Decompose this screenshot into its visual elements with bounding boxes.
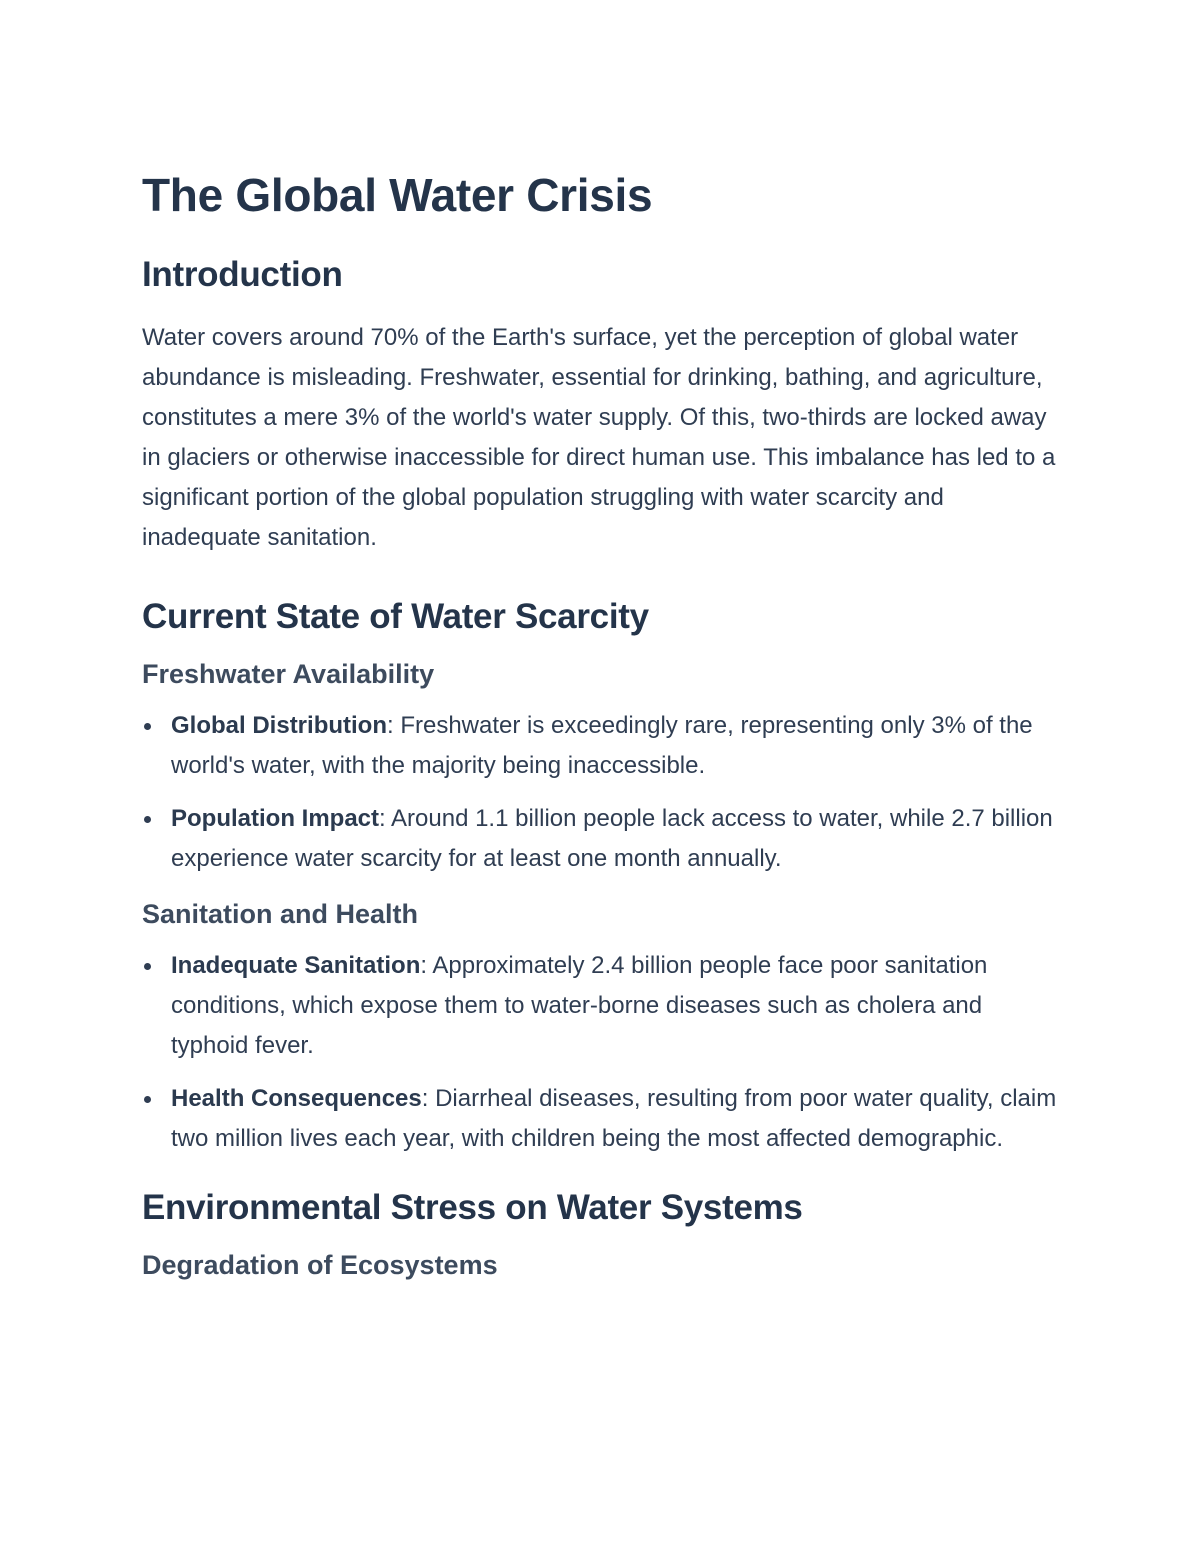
water-scarcity-heading: Current State of Water Scarcity: [142, 597, 649, 636]
list-item: [142, 946, 1062, 1066]
list-item: [142, 1079, 1062, 1159]
bullet-icon: [144, 963, 151, 970]
introduction-heading: Introduction: [142, 255, 343, 294]
list-item: [142, 706, 1062, 786]
list-item-text: : Approximately 2.4 billion people face poor sanitation conditions, which expose them to water-borne diseases such as cholera and typhoid fever.: [171, 952, 988, 1059]
sanitation-health-heading: Sanitation and Health: [142, 899, 419, 929]
freshwater-list: [142, 706, 1062, 879]
introduction-paragraph: Water covers around 70% of the Earth's surface, yet the perception of global water abundance is misleading. Freshwater, essential for drinking, bathing, and agriculture, constitutes a mere 3% of the world's water supply. Of this, two-thirds are locked away in glaciers or otherwise inaccessible for direct human use. This imbalance has led to a significant portion of the global population struggling with water scarcity and inadequate sanitation.: [142, 324, 1056, 551]
environmental-stress-heading: Environmental Stress on Water Systems: [142, 1188, 803, 1227]
list-item-text: : Around 1.1 billion people lack access to water, while 2.7 billion experience water scarcity for at least one month annually.: [171, 805, 1053, 872]
sanitation-list: [142, 946, 1062, 1159]
bullet-icon: [144, 816, 151, 823]
bullet-icon: [144, 1096, 151, 1103]
list-item-term: Global Distribution: [171, 712, 387, 739]
list-item-text: : Diarrheal diseases, resulting from poor water quality, claim two million lives each year, with children being the most affected demographic.: [171, 1085, 1057, 1152]
list-item-term: Inadequate Sanitation: [171, 952, 421, 979]
list-item-term: Health Consequences: [171, 1085, 422, 1112]
ecosystem-degradation-heading: Degradation of Ecosystems: [142, 1250, 498, 1280]
freshwater-availability-heading: Freshwater Availability: [142, 659, 435, 689]
document-page: [142, 160, 1062, 1287]
page-title: The Global Water Crisis: [142, 169, 653, 221]
list-item-term: Population Impact: [171, 805, 380, 832]
bullet-icon: [144, 723, 151, 730]
list-item: [142, 799, 1062, 879]
list-item-text: : Freshwater is exceedingly rare, representing only 3% of the world's water, with the majority being inaccessible.: [171, 712, 1033, 779]
